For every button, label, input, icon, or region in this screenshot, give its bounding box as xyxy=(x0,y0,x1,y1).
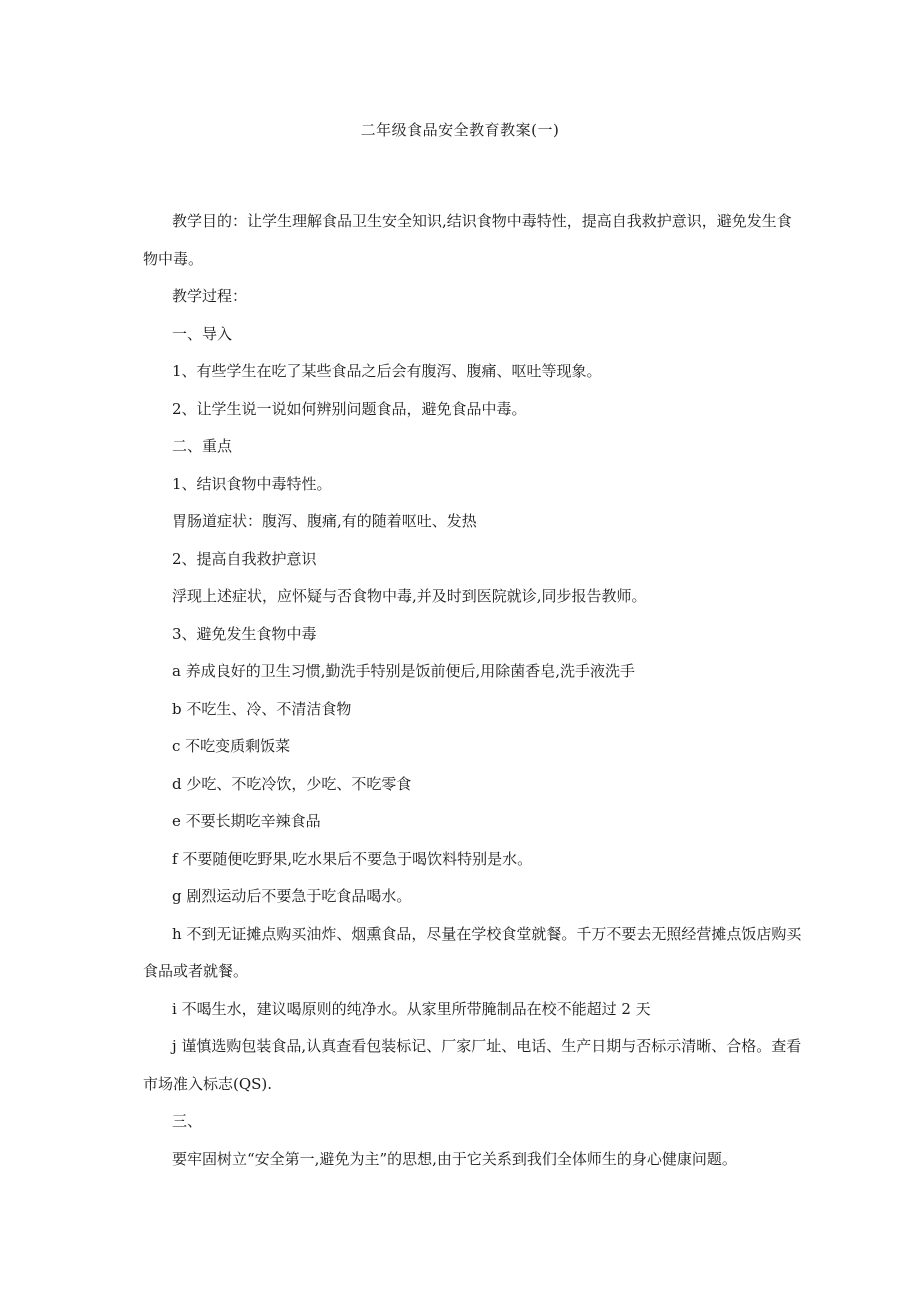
list-item: 3、避免发生食物中毒 xyxy=(172,624,317,643)
section-heading-key-points: 二、重点 xyxy=(172,437,233,455)
paragraph-conclusion: 要牢固树立“安全第一,避免为主”的思想,由于它关系到我们全体师生的身心健康问题。 xyxy=(172,1149,737,1168)
paragraph-objective: 教学目的：让学生理解食品卫生安全知识,结识食物中毒特性，提高自我救护意识，避免发生食物中毒。 xyxy=(143,212,792,268)
list-item: i 不喝生水，建议喝原则的纯净水。从家里所带腌制品在校不能超过 2 天 xyxy=(172,999,651,1018)
list-item: f 不要随便吃野果,吃水果后不要急于喝饮料特别是水。 xyxy=(172,849,533,868)
list-item: 1、结识食物中毒特性。 xyxy=(172,474,332,493)
list-item: a 养成良好的卫生习惯,勤洗手特别是饭前便后,用除菌香皂,洗手液洗手 xyxy=(172,662,636,680)
list-item: c 不吃变质剩饭菜 xyxy=(172,737,291,755)
list-item: b 不吃生、冷、不清洁食物 xyxy=(172,699,352,718)
paragraph-process-heading: 教学过程： xyxy=(172,287,248,305)
paragraph-action: 浮现上述症状，应怀疑与否食物中毒,并及时到医院就诊,同步报告教师。 xyxy=(172,587,647,605)
list-item: 2、提高自我救护意识 xyxy=(172,549,317,568)
paragraph-symptoms: 胃肠道症状：腹泻、腹痛,有的随着呕吐、发热 xyxy=(172,512,477,530)
section-heading-intro: 一、导入 xyxy=(172,324,233,343)
list-item: h 不到无证摊点购买油炸、烟熏食品，尽量在学校食堂就餐。千万不要去无照经营摊点饭店购买食品或者就餐。 xyxy=(143,924,802,980)
document-title: 二年级食品安全教育教案(一) xyxy=(360,121,560,139)
list-item: 2、让学生说一说如何辨别问题食品，避免食品中毒。 xyxy=(172,399,527,418)
document-body xyxy=(143,203,803,1178)
list-item: d 少吃、不吃冷饮，少吃、不吃零食 xyxy=(172,774,412,793)
section-heading-three: 三、 xyxy=(172,1112,203,1130)
list-item: e 不要长期吃辛辣食品 xyxy=(172,812,321,830)
list-item: 1、有些学生在吃了某些食品之后会有腹泻、腹痛、呕吐等现象。 xyxy=(172,362,602,380)
list-item: j 谨慎选购包装食品,认真查看包装标记、厂家厂址、电话、生产日期与否标示清晰、合格。查看市场准入标志(QS). xyxy=(143,1037,802,1093)
list-item: g 剧烈运动后不要急于吃食品喝水。 xyxy=(172,887,412,905)
